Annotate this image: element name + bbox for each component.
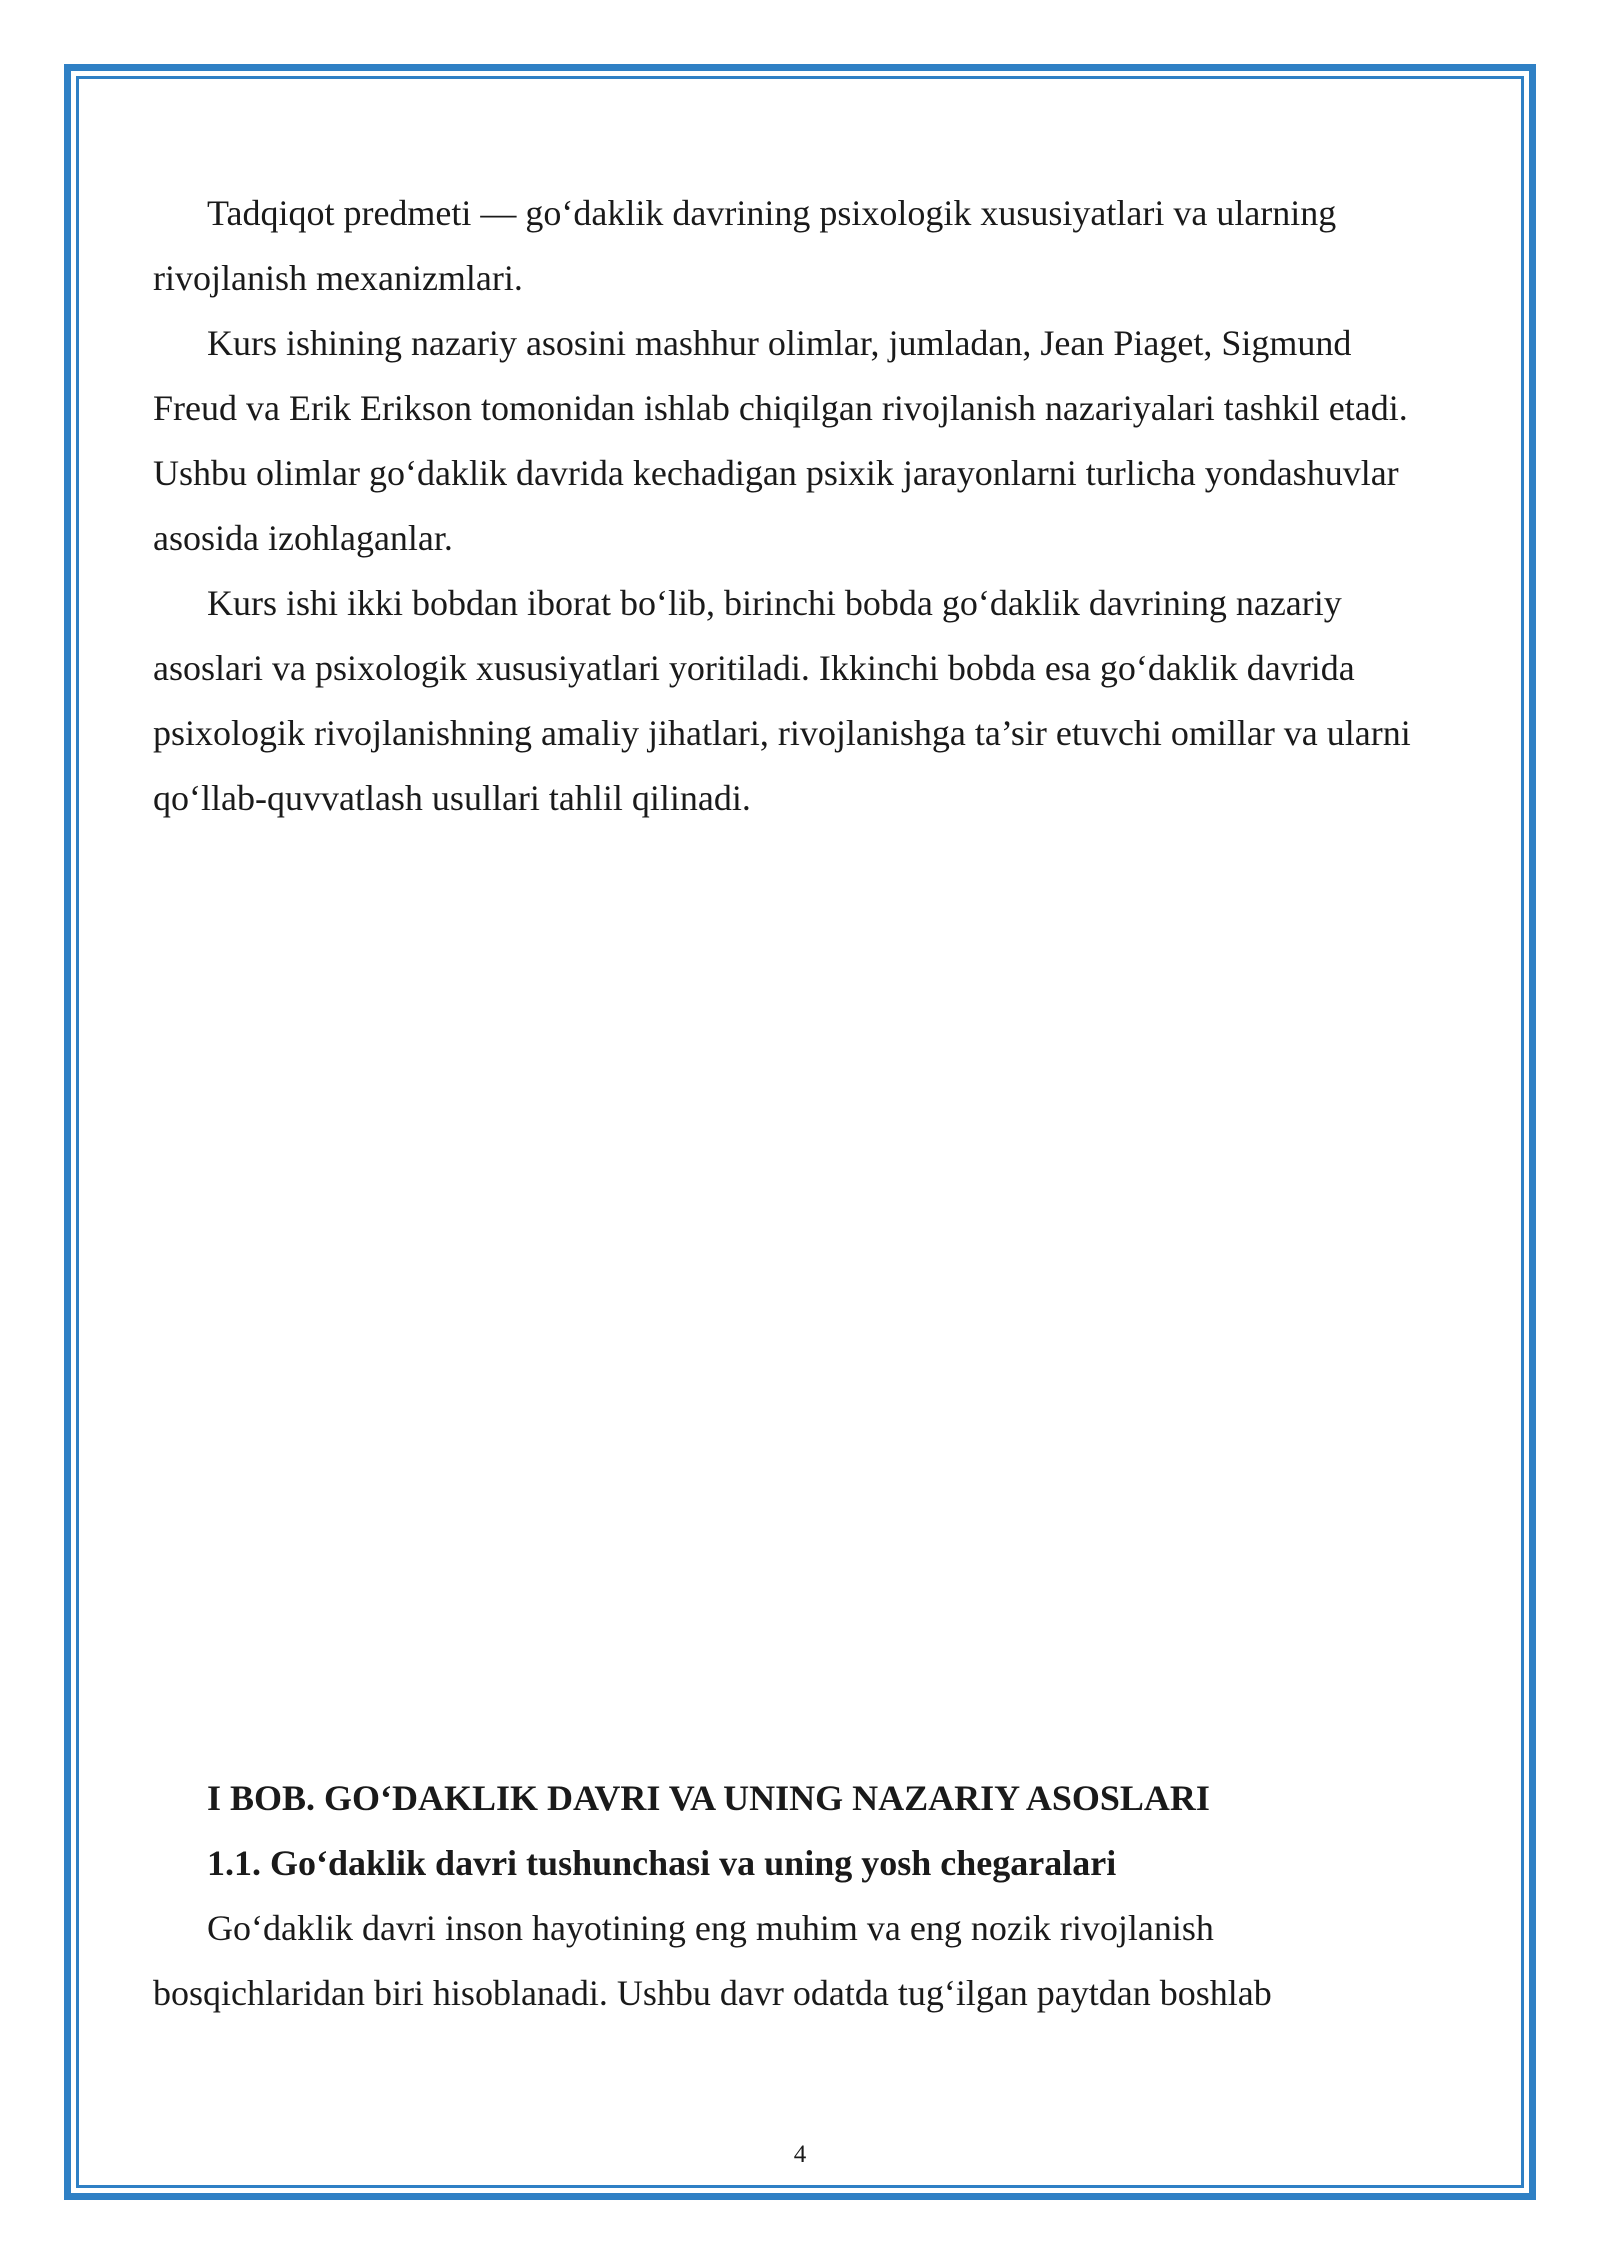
- paragraph-theoretical-basis: Kurs ishining nazariy asosini mashhur olimlar, jumladan, Jean Piaget, Sigmund Freud va Erik Erikson tomonidan ishlab chiqilgan rivojlanish nazariyalari tashkil etadi. Ushbu olimlar go‘daklik davrida kechadigan psixik jarayonlarni turlicha yondashuvlar asosida izohlaganlar.: [153, 323, 1408, 558]
- chapter-title: I BOB. GO‘DAKLIK DAVRI VA UNING NAZARIY ASOSLARI: [207, 1778, 1210, 1818]
- section-title: 1.1. Go‘daklik davri tushunchasi va uning yosh chegaralari: [207, 1843, 1117, 1883]
- blank-space: [153, 831, 1423, 1766]
- paragraph-structure: Kurs ishi ikki bobdan iborat bo‘lib, birinchi bobda go‘daklik davrining nazariy asoslari va psixologik xususiyatlari yoritiladi. Ikkinchi bobda esa go‘daklik davrida psixologik rivojlanishning amaliy jihatlari, rivojlanishga ta’sir etuvchi omillar va ularni qo‘llab-quvvatlash usullari tahlil qilinadi.: [153, 583, 1411, 818]
- paragraph-research-subject: Tadqiqot predmeti — go‘daklik davrining psixologik xususiyatlari va ularning rivojlanish mexanizmlari.: [153, 193, 1337, 298]
- page-content: [153, 181, 1423, 2026]
- page-number: 4: [793, 2141, 807, 2168]
- paragraph-section-body: Go‘daklik davri inson hayotining eng muhim va eng nozik rivojlanish bosqichlaridan biri hisoblanadi. Ushbu davr odatda tug‘ilgan paytdan boshlab: [153, 1908, 1272, 2013]
